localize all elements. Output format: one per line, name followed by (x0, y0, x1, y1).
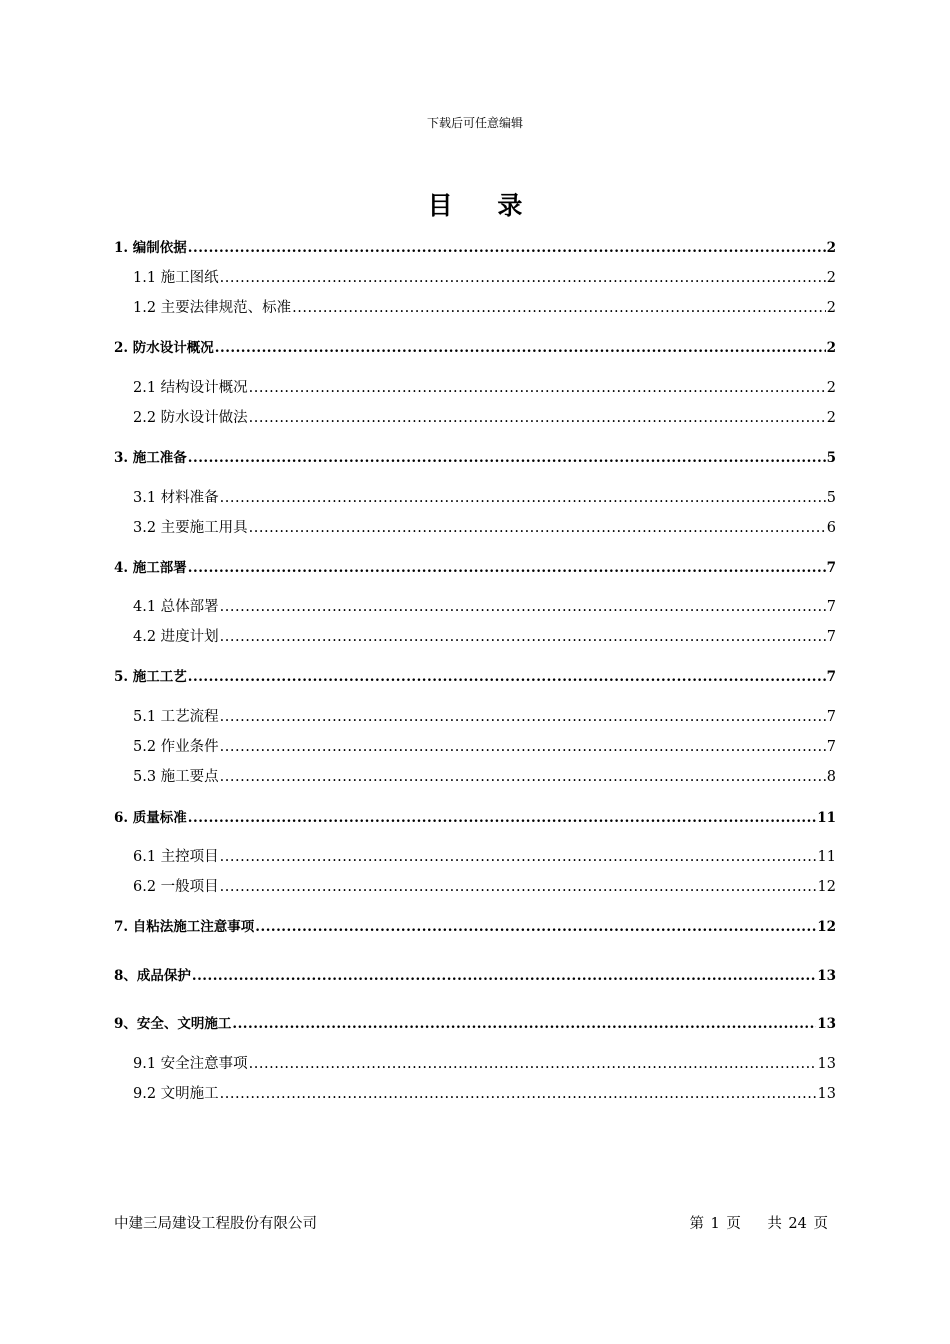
toc-entry-page: 7 (826, 560, 836, 576)
toc-entry-label: 3. 施工准备 (114, 450, 187, 466)
toc-entry-label: 6.2 一般项目 (133, 879, 219, 895)
dot-leader (249, 1054, 817, 1074)
toc-entry-label: 9.1 安全注意事项 (133, 1056, 248, 1072)
toc-entry-3-1[interactable] (133, 488, 836, 508)
toc-entry-page: 13 (817, 1086, 836, 1102)
footer-page-info (689, 1212, 828, 1233)
toc-entry-1[interactable] (114, 238, 836, 258)
toc-entry-9-1[interactable] (133, 1054, 836, 1074)
dot-leader (188, 808, 816, 828)
toc-entry-page: 7 (826, 669, 836, 685)
toc-title: 目 录 (427, 191, 541, 220)
toc-entry-7[interactable] (114, 917, 836, 937)
toc-entry-page: 6 (826, 520, 836, 536)
toc-entry-label: 2. 防水设计概况 (114, 340, 214, 356)
footer-total-pages: 共 24 页 (767, 1216, 828, 1232)
toc-entry-page: 2 (826, 300, 836, 316)
toc-entry-page: 12 (817, 879, 836, 895)
dot-leader (188, 667, 826, 687)
toc-entry-6[interactable] (114, 808, 836, 828)
toc-entry-page: 12 (817, 919, 836, 935)
dot-leader (188, 448, 826, 468)
toc-entry-5-1[interactable] (133, 707, 836, 727)
toc-entry-3-2[interactable] (133, 518, 836, 538)
toc-entry-page: 8 (826, 769, 836, 785)
dot-leader (188, 238, 826, 258)
dot-leader (220, 707, 826, 727)
dot-leader (220, 488, 826, 508)
dot-leader (220, 597, 826, 617)
toc-entry-page: 7 (826, 599, 836, 615)
toc-entry-label: 1.1 施工图纸 (133, 270, 219, 286)
toc-entry-page: 7 (826, 629, 836, 645)
toc-entry-label: 7. 自粘法施工注意事项 (114, 919, 255, 935)
toc-entry-5-2[interactable] (133, 737, 836, 757)
toc-entry-8[interactable] (114, 966, 836, 986)
toc-entry-label: 2.1 结构设计概况 (133, 380, 248, 396)
toc-entry-label: 6.1 主控项目 (133, 849, 219, 865)
toc-entry-3[interactable] (114, 448, 836, 468)
toc-entry-label: 5.1 工艺流程 (133, 709, 219, 725)
dot-leader (292, 298, 826, 318)
toc-entry-label: 1.2 主要法律规范、标准 (133, 300, 292, 316)
page-header: 下载后可任意编辑 (426, 116, 523, 130)
dot-leader (220, 627, 826, 647)
toc-entry-9-2[interactable] (133, 1084, 836, 1104)
toc-entry-page: 2 (826, 380, 836, 396)
toc-entry-4-1[interactable] (133, 597, 836, 617)
toc-entry-page: 13 (817, 968, 836, 984)
toc-entry-page: 2 (826, 410, 836, 426)
dot-leader (255, 917, 816, 937)
toc-entry-page: 11 (817, 849, 836, 865)
toc-entry-2-2[interactable] (133, 408, 836, 428)
toc-entry-page: 5 (826, 450, 836, 466)
dot-leader (220, 268, 826, 288)
dot-leader (188, 558, 826, 578)
toc-entry-label: 3.1 材料准备 (133, 490, 219, 506)
toc-entry-page: 7 (826, 709, 836, 725)
dot-leader (220, 847, 817, 867)
toc-entry-label: 1. 编制依据 (114, 240, 187, 256)
toc-entry-1-2[interactable] (133, 298, 836, 318)
dot-leader (220, 737, 826, 757)
dot-leader (220, 1084, 817, 1104)
toc-entry-4[interactable] (114, 558, 836, 578)
dot-leader (215, 338, 826, 358)
toc-entry-page: 2 (826, 270, 836, 286)
toc-entry-page: 5 (826, 490, 836, 506)
dot-leader (249, 378, 826, 398)
toc-entry-label: 9.2 文明施工 (133, 1086, 219, 1102)
toc-entry-label: 5.2 作业条件 (133, 739, 219, 755)
toc-entry-page: 7 (826, 739, 836, 755)
toc-entry-2-1[interactable] (133, 378, 836, 398)
toc-entry-5-3[interactable] (133, 767, 836, 787)
toc-entry-page: 13 (817, 1056, 836, 1072)
toc-entry-label: 8、成品保护 (114, 968, 191, 984)
toc-entry-page: 2 (826, 240, 836, 256)
toc-entry-2[interactable] (114, 338, 836, 358)
toc-entry-label: 2.2 防水设计做法 (133, 410, 248, 426)
toc-entry-label: 4.2 进度计划 (133, 629, 219, 645)
toc-entry-label: 5.3 施工要点 (133, 769, 219, 785)
toc-entry-label: 3.2 主要施工用具 (133, 520, 248, 536)
toc-entry-label: 9、安全、文明施工 (114, 1016, 232, 1032)
toc-entry-page: 11 (817, 810, 836, 826)
toc-entry-1-1[interactable] (133, 268, 836, 288)
toc-entry-page: 2 (826, 340, 836, 356)
toc-entry-9[interactable] (114, 1014, 836, 1034)
dot-leader (220, 767, 826, 787)
toc-entry-label: 4. 施工部署 (114, 560, 187, 576)
dot-leader (232, 1014, 816, 1034)
footer-company: 中建三局建设工程股份有限公司 (114, 1216, 317, 1232)
dot-leader (192, 966, 816, 986)
toc-entry-4-2[interactable] (133, 627, 836, 647)
toc-entry-6-2[interactable] (133, 877, 836, 897)
toc-entry-label: 4.1 总体部署 (133, 599, 219, 615)
dot-leader (249, 408, 826, 428)
toc-entry-label: 5. 施工工艺 (114, 669, 187, 685)
toc-entry-label: 6. 质量标准 (114, 810, 187, 826)
footer-page-number: 第 1 页 (689, 1216, 741, 1232)
toc-entry-6-1[interactable] (133, 847, 836, 867)
toc-entry-page: 13 (817, 1016, 836, 1032)
dot-leader (249, 518, 826, 538)
toc-entry-5[interactable] (114, 667, 836, 687)
dot-leader (220, 877, 817, 897)
